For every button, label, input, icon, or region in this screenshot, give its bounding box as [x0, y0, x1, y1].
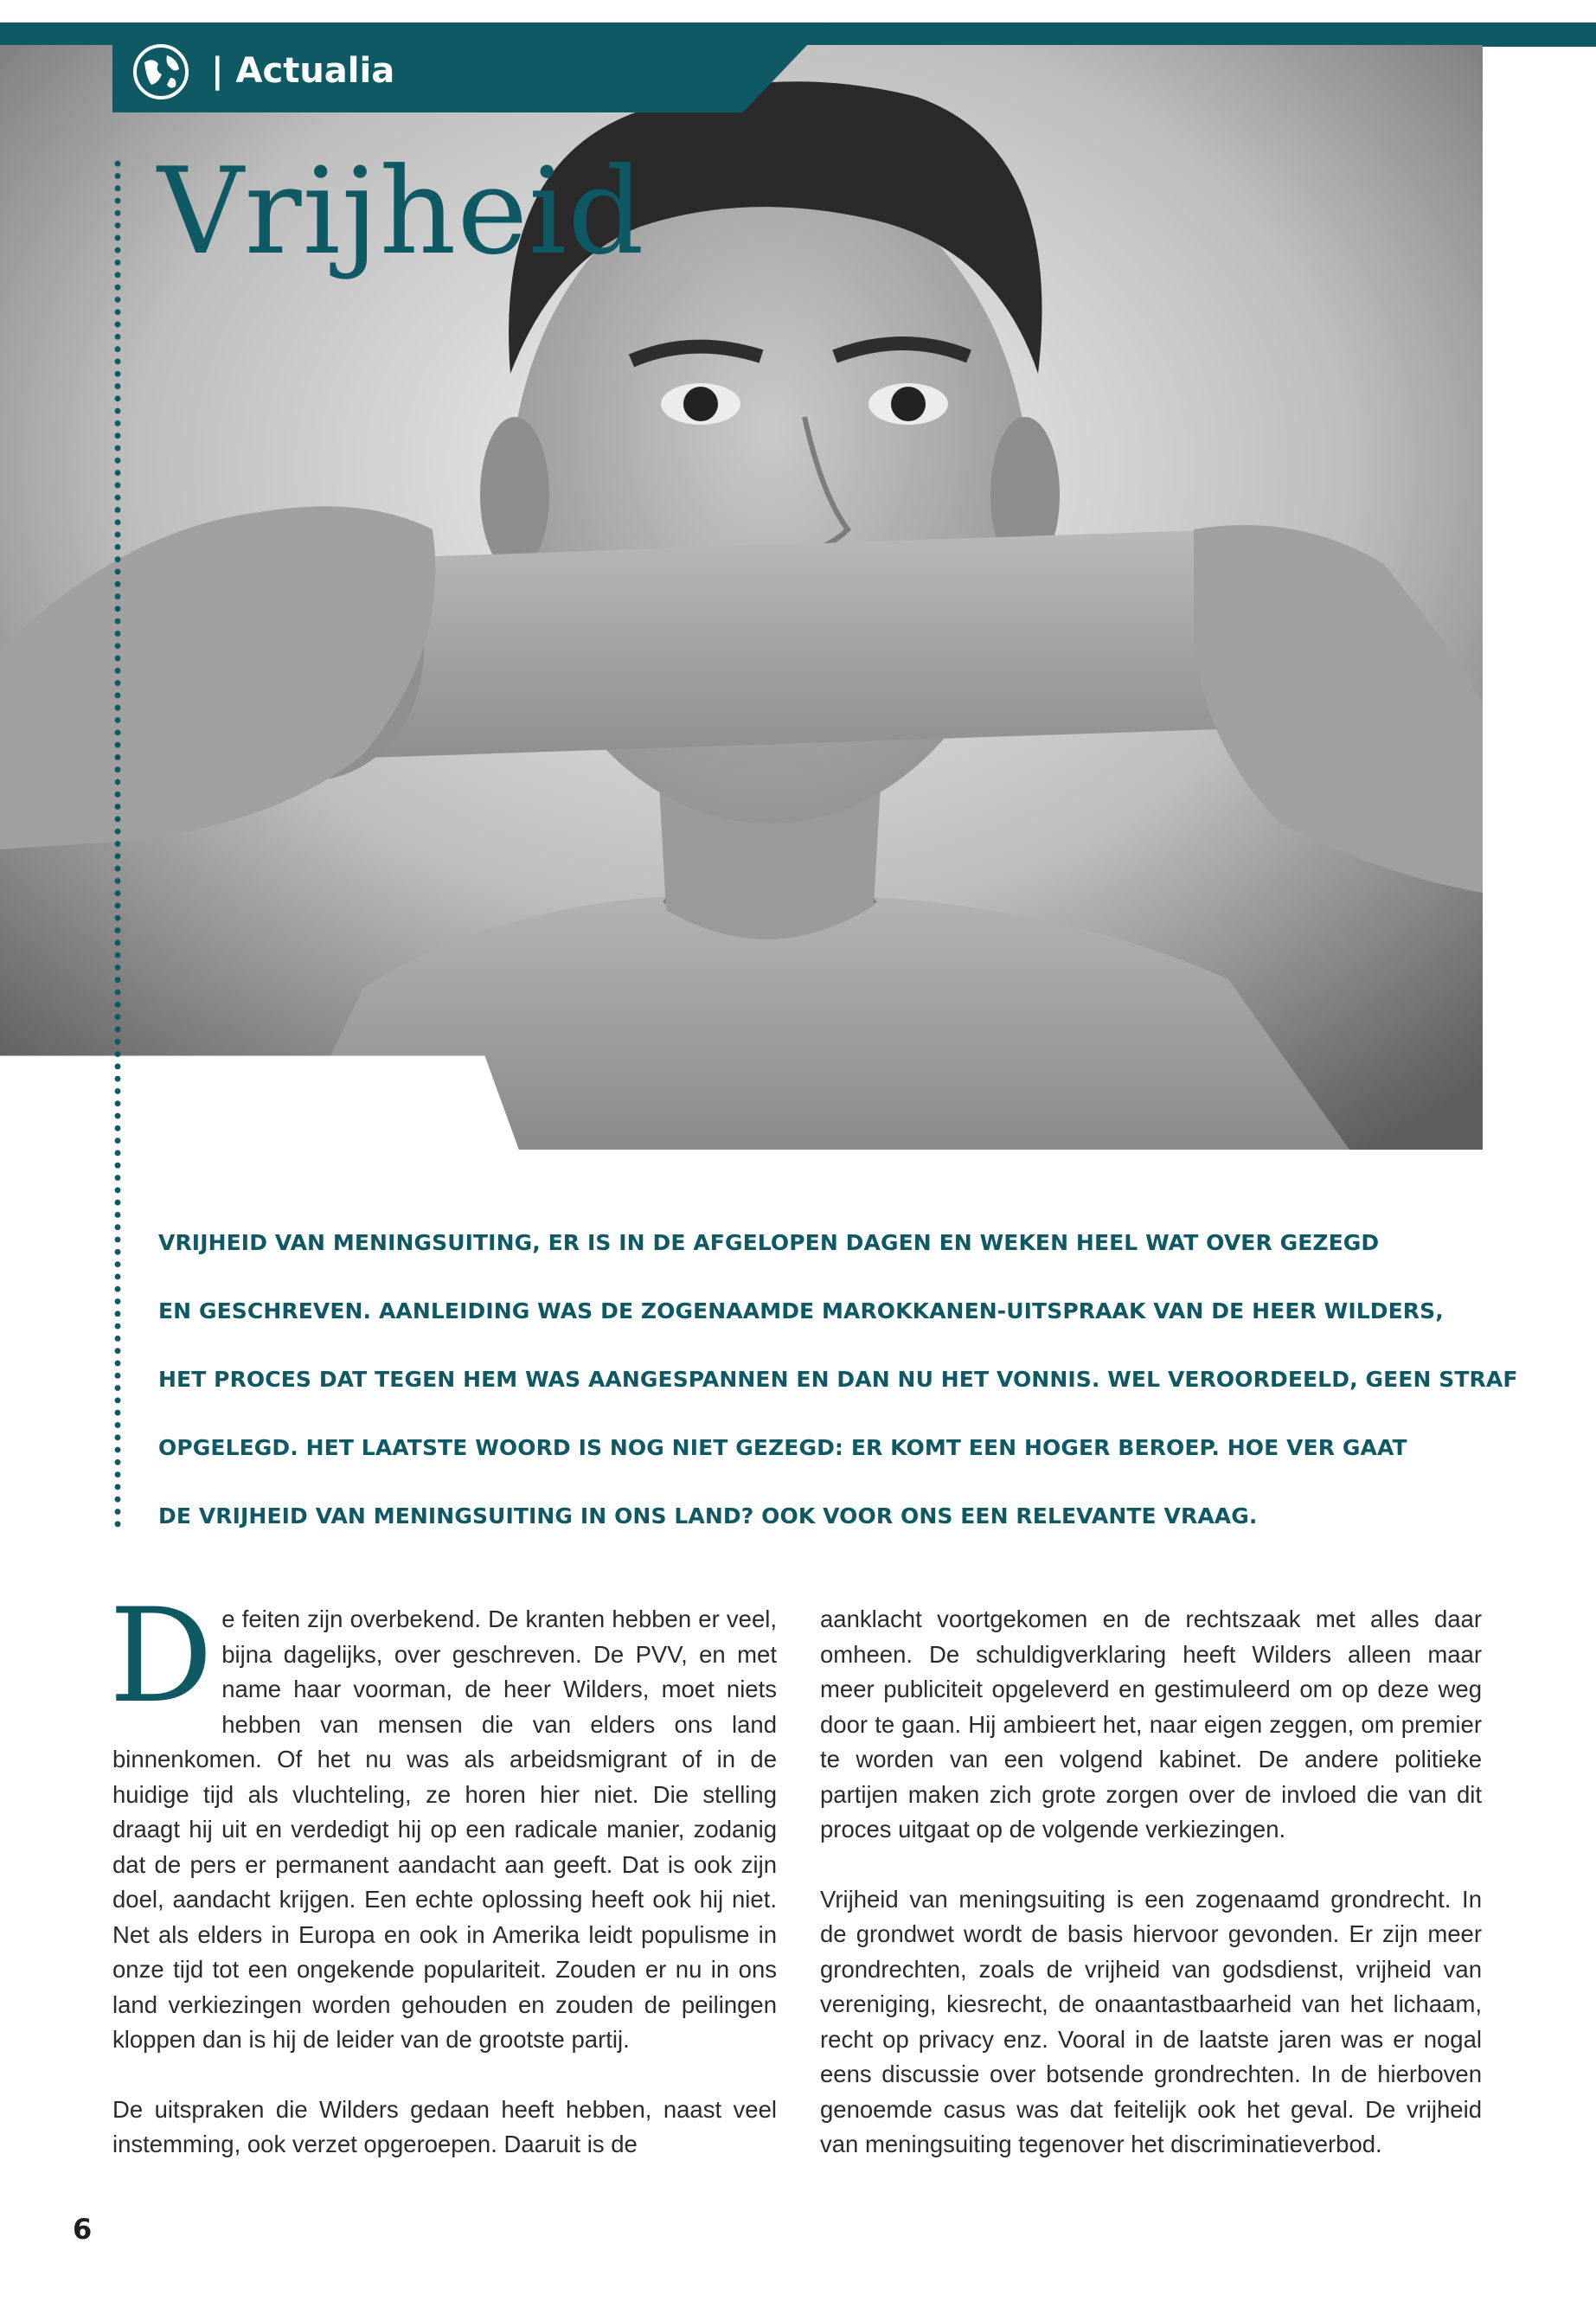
paragraph-text: e feiten zijn overbekend. De kranten hebben er veel, bijna dagelijks, over geschreven. De PVV, en met name haar voorman, de heer Wilders, moet niets hebben van mensen die van elders ons land binnenkomen. Of het nu was als arbeidsmigrant of in de huidige tijd als vluchteling, ze horen hier niet. Die stelling draagt hij uit en verdedigt hij op een radicale manier, zodanig dat de pers er permanent aandacht aan geeft. Dat is ook zijn doel, aandacht krijgen. Een echte oplossing heeft ook hij niet. Net als elders in Europa en ook in Amerika leidt populisme in onze tijd tot een ongekende populariteit. Zouden er nu in ons land verkiezingen worden gehouden en zouden de peilingen kloppen dan is hij de leider van de grootste partij. [112, 1606, 777, 2053]
body-paragraph: Vrijheid van meningsuiting is een zogenaamd grondrecht. In de grondwet wordt de basis hiervoor gevonden. Er zijn meer grondrechten, zoals de vrijheid van godsdienst, vrijheid van vereniging, kiesrecht, de onaantastbaarheid van het lichaam, recht op privacy enz. Vooral in de laatste jaren was er nogal eens discussie over botsende grondrechten. In de hierboven genoemde casus was dat feitelijk ook het geval. De vrijheid van meningsuiting tegenover het discriminatieverbod. [820, 1885, 1482, 2157]
intro-line: DE VRIJHEID VAN MENINGSUITING IN ONS LAND? OOK VOOR ONS EEN RELEVANTE VRAAG. [158, 1503, 1258, 1529]
globe-icon [132, 43, 189, 100]
article-title: Vrijheid [157, 142, 645, 281]
drop-cap: D [109, 1581, 214, 1732]
body-paragraph: aanklacht voortgekomen en de rechtszaak met alles daar omheen. De schuldigverklaring heeft Wilders alleen maar meer publiciteit opgeleverd en gestimuleerd om op deze weg door te gaan. Hij ambieert het, naar eigen zeggen, om premier te worden van een volgend kabinet. De andere politieke partijen maken zich grote zorgen over de invloed die van dit proces uitgaat op de volgende verkiezingen. [820, 1606, 1482, 1843]
body-paragraph [109, 1581, 777, 2058]
intro-line: EN GESCHREVEN. AANLEIDING WAS DE ZOGENAAMDE MAROKKANEN-UITSPRAAK VAN DE HEER WILDERS, [158, 1298, 1444, 1324]
intro-line: VRIJHEID VAN MENINGSUITING, ER IS IN DE AFGELOPEN DAGEN EN WEKEN HEEL WAT OVER GEZEGD [158, 1230, 1380, 1255]
intro-line: OPGELEGD. HET LAATSTE WOORD IS NOG NIET GEZEGD: ER KOMT EEN HOGER BEROEP. HOE VER GAAT [158, 1435, 1407, 1460]
dotted-rule [113, 157, 122, 1533]
body-paragraph: De uitspraken die Wilders gedaan heeft hebben, naast veel instemming, ook verzet opgeroepen. Daaruit is de [112, 2095, 777, 2157]
intro-lead [158, 1220, 1518, 1561]
intro-line: HET PROCES DAT TEGEN HEM WAS AANGESPANNEN EN DAN NU HET VONNIS. WEL VEROORDEELD, GEEN STRAF [158, 1367, 1518, 1392]
body-column-right [820, 1602, 1482, 2197]
page-number: 6 [73, 2213, 93, 2246]
body-column-left [109, 1581, 777, 2197]
right-accent-stripe [1483, 22, 1596, 47]
section-label: | Actualia [211, 51, 395, 91]
